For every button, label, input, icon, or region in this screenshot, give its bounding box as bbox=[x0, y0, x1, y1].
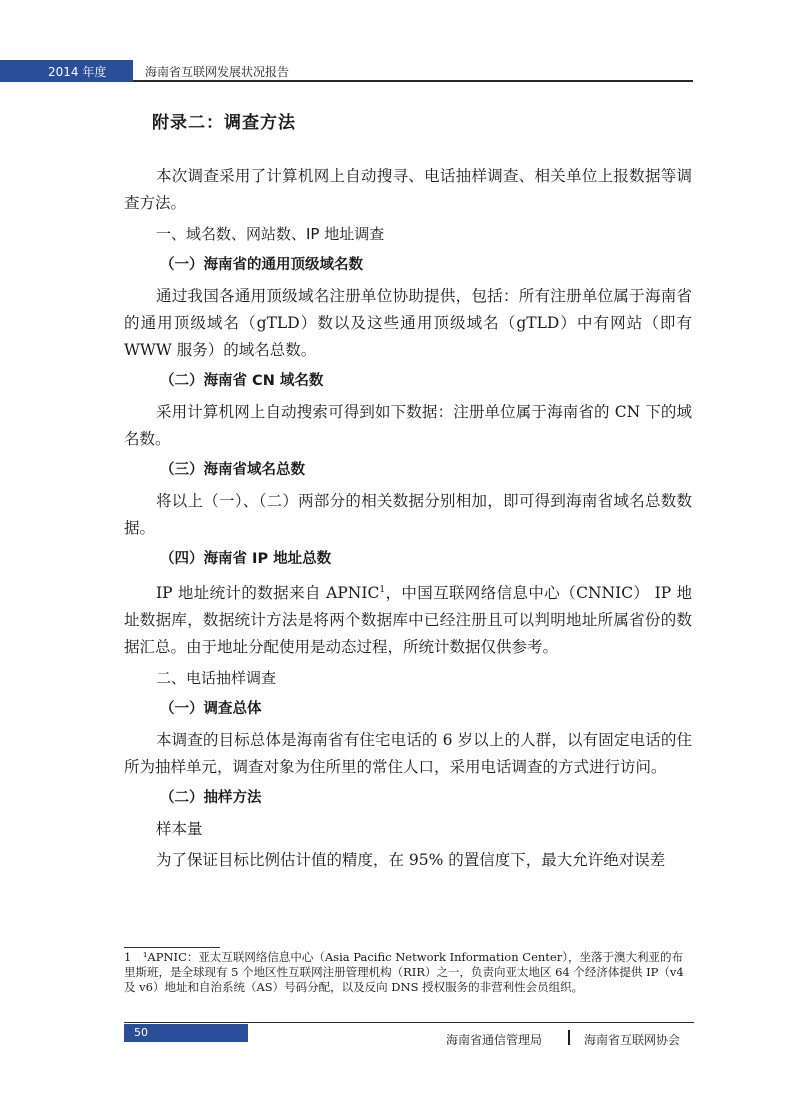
section-heading-2: 二、电话抽样调查 bbox=[156, 669, 277, 688]
page-content bbox=[124, 96, 692, 878]
paragraph-1-4-start: IP 地址统计的数据来自 APNIC bbox=[156, 584, 380, 603]
section-heading-1: 一、域名数、网站数、IP 地址调查 bbox=[156, 225, 385, 243]
footnote-ref[interactable]: 1 bbox=[379, 585, 386, 595]
footnote: 1 ¹APNIC：亚太互联网络信息中心（Asia Pacific Network Information Center），坐落于澳大利亚的布里斯班，是全球现有 5 个地区性互联网注册管理机构（RIR）之一，负责向亚太地区 64 个经济体提供 IP（v4 及 v6）地址和自治系统（AS）号码分配，以及反向 DNS 授权服务的非营利性会员组织。 bbox=[124, 950, 684, 994]
header-divider bbox=[133, 80, 693, 82]
paragraph-2-1: 本调查的目标总体是海南省有住宅电话的 6 岁以上的人群，以有固定电话的住所为抽样单元，调查对象为住所里的常住人口，采用电话调查的方式进行访问。 bbox=[124, 731, 692, 777]
subsection-heading-1-1: （一）海南省的通用顶级域名数 bbox=[160, 257, 363, 273]
paragraph-2-2-label: 样本量 bbox=[156, 820, 203, 839]
footnote-divider bbox=[124, 947, 220, 948]
subsection-heading-2-1: （一）调查总体 bbox=[160, 701, 262, 718]
intro-paragraph: 本次调查采用了计算机网上自动搜寻、电话抽样调查、相关单位上报数据等调查方法。 bbox=[124, 167, 692, 212]
subsection-heading-1-4: （四）海南省 IP 地址总数 bbox=[160, 551, 332, 567]
header-year: 2014 年度 bbox=[48, 65, 107, 79]
paragraph-1-2: 采用计算机网上自动搜索可得到如下数据：注册单位属于海南省的 CN 下的域名数。 bbox=[124, 403, 692, 448]
paragraph-1-4 bbox=[124, 577, 692, 661]
paragraph-1-4-rest: ，中国互联网络信息中心（CNNIC） IP 地址数据库，数据统计方法是将两个数据库中已经注册且可以判明地址所属省份的数据汇总。由于地址分配使用是动态过程，所统计数据仅供参考。 bbox=[124, 584, 693, 657]
paragraph-1-1: 通过我国各通用顶级域名注册单位协助提供，包括：所有注册单位属于海南省的通用顶级域名（gTLD）数以及这些通用顶级域名（gTLD）中有网站（即有 WWW 服务）的域名总数。 bbox=[124, 287, 692, 359]
footer-org-1: 海南省通信管理局 bbox=[446, 1033, 543, 1047]
page-number: 50 bbox=[134, 1026, 148, 1039]
footer-divider bbox=[124, 1022, 694, 1023]
header-report-title: 海南省互联网发展状况报告 bbox=[145, 65, 290, 79]
subsection-heading-1-2: （二）海南省 CN 域名数 bbox=[160, 373, 324, 389]
paragraph-2-2: 为了保证目标比例估计值的精度，在 95% 的置信度下，最大允许绝对误差 bbox=[156, 851, 666, 870]
page-title: 附录二：调查方法 bbox=[152, 113, 296, 133]
subsection-heading-1-3: （三）海南省域名总数 bbox=[160, 462, 305, 478]
paragraph-1-3: 将以上（一）、（二）两部分的相关数据分别相加，即可得到海南省域名总数数据。 bbox=[124, 492, 692, 537]
footer-org-2: 海南省互联网协会 bbox=[584, 1033, 681, 1047]
subsection-heading-2-2: （二）抽样方法 bbox=[160, 790, 262, 807]
footer-separator bbox=[568, 1030, 570, 1045]
